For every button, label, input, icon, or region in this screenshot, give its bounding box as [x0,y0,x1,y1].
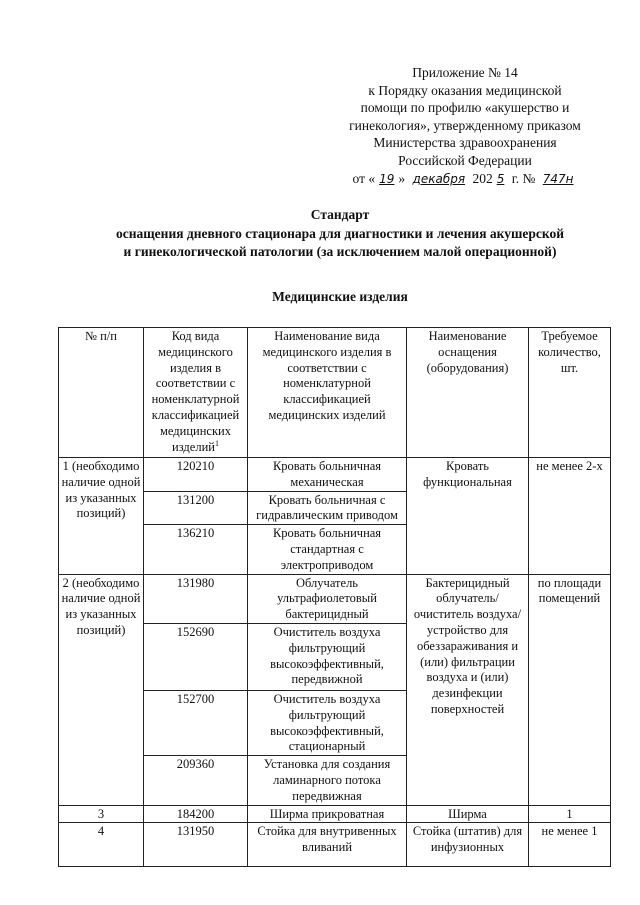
footnote-mark: 1 [214,438,219,448]
handwritten-day: 19 [379,171,395,186]
table-header-row [59,328,611,458]
table-row: 152700 Очиститель воздуха фильтрующий высокоэффективный, стационарный [59,690,611,755]
column-header: Код вида медицинского изделия в соответствии с номенклатурной классификацией медицинских изделий$^1$ [144,328,248,458]
column-header: Требуемое количество, шт. [529,328,611,458]
table-row: 131200 Кровать больничная с гидравлическим приводом [59,491,611,525]
table-row: 3 184200 Ширма прикроватная Ширма 1 [59,805,611,823]
section-heading: Медицинские изделия [272,289,408,304]
handwritten-number: 747н [542,171,574,186]
header-line: Министерства здравоохранения [373,135,557,151]
header-line: помощи по профилю «акушерство и [360,100,570,116]
appendix-header [300,64,630,188]
header-line: Приложение № 14 [412,65,518,80]
table-row: 209360 Установка для создания ламинарного потока передвижная [59,756,611,805]
header-line: Российской Федерации [398,152,532,168]
table-row: 152690 Очиститель воздуха фильтрующий высокоэффективный, передвижной [59,623,611,690]
handwritten-month: декабря [412,171,466,186]
document-title: Стандарт оснащения дневного стационара для диагностики и лечения акушерской и гинекологической патологии (за исключением малой операционной) [116,207,564,259]
header-line: гинекология», утвержденному приказом [349,117,581,133]
order-date-line: от « 19 » декабря 202 5 г. № 747н [300,170,630,189]
table-row: 2 (необходимо наличие одной из указанных позиций) 131980 Облучатель ультрафиолетовый бактерицидный Бактерицидный облучатель/ очиститель воздуха/ устройство для обеззараживания и (или) фильтрации воздуха и (или) дезинфекции поверхностей по площади помещений [59,574,611,623]
header-line: к Порядку оказания медицинской [368,82,562,98]
column-header: Наименование оснащения (оборудования) [407,328,529,458]
equipment-table [58,327,611,867]
column-header: Наименование вида медицинского изделия в соответствии с номенклатурной классификацией медицинских изделий [248,328,407,458]
table-row: 136210 Кровать больничная стандартная с электроприводом [59,525,611,574]
column-header: № п/п [59,328,144,458]
table-row: 4 131950 Стойка для внутривенных вливаний Стойка (штатив) для инфузионных не менее 1 [59,823,611,867]
handwritten-year: 5 [496,171,505,186]
table-row: 1 (необходимо наличие одной из указанных позиций) 120210 Кровать больничная механическая Кровать функциональная не менее 2-х [59,458,611,492]
